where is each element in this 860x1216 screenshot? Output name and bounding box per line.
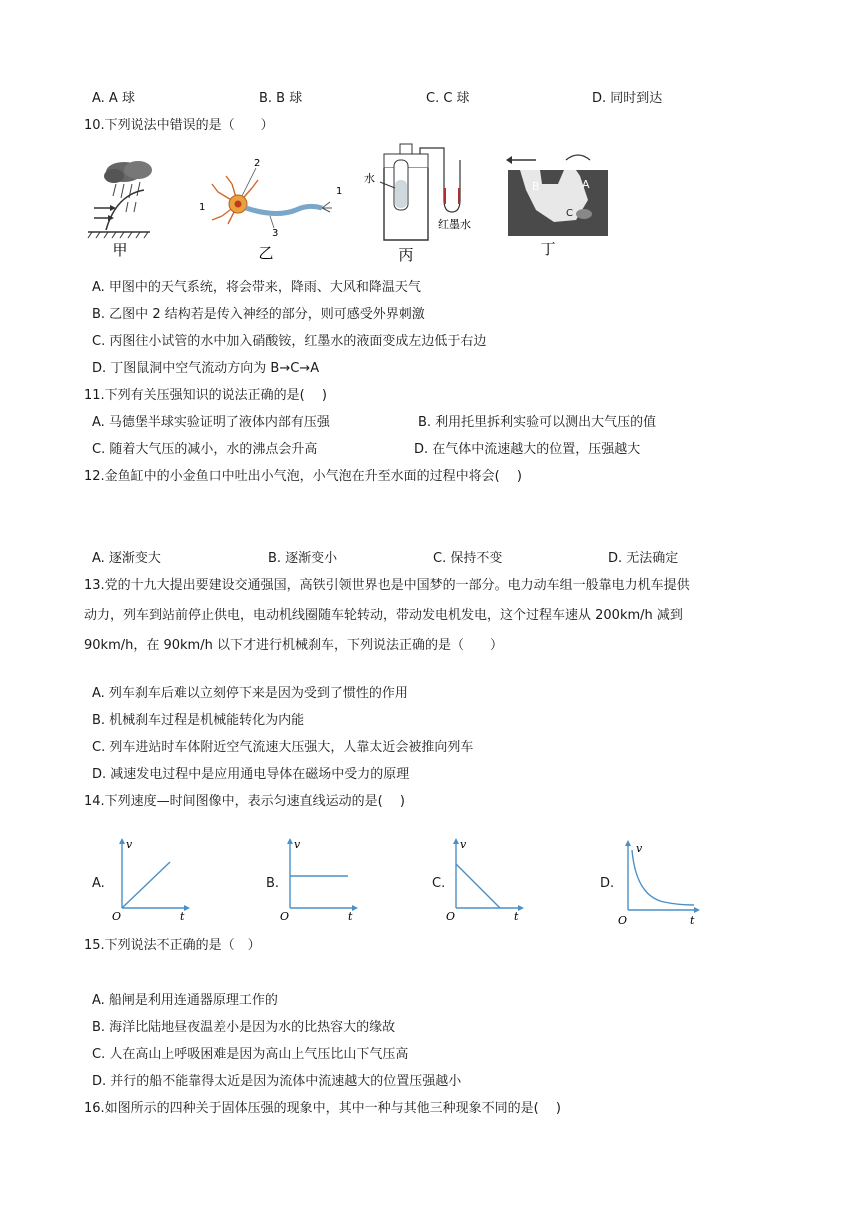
svg-text:水: 水 xyxy=(364,172,375,185)
q11-option-c: C. 随着大气压的减小，水的沸点会升高 xyxy=(92,442,318,457)
svg-text:B: B xyxy=(532,180,540,193)
q10-figure-yi xyxy=(196,152,346,264)
q15-option-b: B. 海洋比陆地昼夜温差小是因为水的比热容大的缘故 xyxy=(92,1020,396,1035)
q9-option-b: B. B 球 xyxy=(259,91,303,106)
q11-option-d: D. 在气体中流速越大的位置，压强越大 xyxy=(414,442,641,457)
q13-stem-line-2: 动力，列车到站前停止供电，电动机线圈随车轮转动，带动发电机发电，这个过程车速从 200km/h 减到 xyxy=(84,608,683,623)
q14-graph-d xyxy=(614,838,710,926)
q12-option-d: D. 无法确定 xyxy=(608,551,679,566)
svg-text:O: O xyxy=(446,910,456,922)
q13-option-d: D. 减速发电过程中是应用通电导体在磁场中受力的原理 xyxy=(92,767,410,782)
svg-text:红墨水: 红墨水 xyxy=(438,218,471,231)
svg-text:v: v xyxy=(294,838,301,851)
svg-text:2: 2 xyxy=(254,158,261,169)
q11-option-b: B. 利用托里拆利实验可以测出大气压的值 xyxy=(418,415,657,430)
q12-stem: 12.金鱼缸中的小金鱼口中吐出小气泡，小气泡在升至水面的过程中将会( ) xyxy=(84,469,522,484)
q14-option-c-label: C. xyxy=(432,876,446,891)
q9-option-a: A. A 球 xyxy=(92,91,135,106)
svg-text:O: O xyxy=(280,910,290,922)
jia-label: 甲 xyxy=(112,241,128,259)
q11-stem: 11.下列有关压强知识的说法正确的是( ) xyxy=(84,388,327,403)
bing-label: 丙 xyxy=(398,246,414,264)
svg-text:t: t xyxy=(690,914,695,926)
svg-text:1: 1 xyxy=(199,202,206,213)
svg-text:3: 3 xyxy=(272,228,279,239)
svg-text:t: t xyxy=(348,910,353,922)
q13-option-a: A. 列车刹车后难以立刻停下来是因为受到了惯性的作用 xyxy=(92,686,408,701)
svg-text:1: 1 xyxy=(336,186,343,197)
q12-option-a: A. 逐渐变大 xyxy=(92,551,161,566)
q13-stem-line-3: 90km/h，在 90km/h 以下才进行机械刹车，下列说法正确的是（ ） xyxy=(84,638,503,653)
q14-option-d-label: D. xyxy=(600,876,615,891)
q10-figure-bing xyxy=(360,140,490,264)
yi-label: 乙 xyxy=(258,244,274,262)
q9-option-d: D. 同时到达 xyxy=(592,91,663,106)
q15-option-a: A. 船闸是利用连通器原理工作的 xyxy=(92,993,278,1008)
ding-label: 丁 xyxy=(540,240,556,258)
q10-figure-ding xyxy=(506,150,616,262)
q12-option-c: C. 保持不变 xyxy=(433,551,503,566)
q13-option-c: C. 列车进站时车体附近空气流速大压强大，人靠太近会被推向列车 xyxy=(92,740,474,755)
q10-option-b: B. 乙图中 2 结构若是传入神经的部分，则可感受外界刺激 xyxy=(92,307,425,322)
q14-graph-b xyxy=(276,836,366,922)
q13-stem-line-1: 13.党的十九大提出要建设交通强国，高铁引领世界也是中国梦的一部分。电力动车组一般靠电力机车提供 xyxy=(84,578,690,593)
q16-stem: 16.如图所示的四种关于固体压强的现象中，其中一种与其他三种现象不同的是( ) xyxy=(84,1101,561,1116)
q15-option-c: C. 人在高山上呼吸困难是因为高山上气压比山下气压高 xyxy=(92,1047,409,1062)
svg-text:t: t xyxy=(180,910,185,922)
svg-text:O: O xyxy=(618,914,628,926)
q14-option-b-label: B. xyxy=(266,876,280,891)
q10-stem: 10.下列说法中错误的是（ ） xyxy=(84,118,274,133)
q12-option-b: B. 逐渐变小 xyxy=(268,551,338,566)
q13-option-b: B. 机械刹车过程是机械能转化为内能 xyxy=(92,713,305,728)
svg-text:t: t xyxy=(514,910,519,922)
svg-text:C: C xyxy=(566,208,573,219)
q10-option-d: D. 丁图鼠洞中空气流动方向为 B→C→A xyxy=(92,361,320,376)
q14-stem: 14.下列速度—时间图像中，表示匀速直线运动的是( ) xyxy=(84,794,405,809)
svg-text:v: v xyxy=(460,838,467,851)
q15-option-d: D. 并行的船不能靠得太近是因为流体中流速越大的位置压强越小 xyxy=(92,1074,462,1089)
svg-text:O: O xyxy=(112,910,122,922)
q15-stem: 15.下列说法不正确的是（ ） xyxy=(84,938,261,953)
q10-figure-jia xyxy=(86,150,166,262)
q10-option-a: A. 甲图中的天气系统，将会带来，降雨、大风和降温天气 xyxy=(92,280,421,295)
svg-text:v: v xyxy=(126,838,133,851)
q9-option-c: C. C 球 xyxy=(426,91,470,106)
q14-graph-a xyxy=(108,836,198,922)
svg-text:A: A xyxy=(582,178,590,191)
q10-option-c: C. 丙图往小试管的水中加入硝酸铵，红墨水的液面变成左边低于右边 xyxy=(92,334,487,349)
svg-text:v: v xyxy=(636,842,643,855)
q14-graph-c xyxy=(442,836,532,922)
q14-option-a-label: A. xyxy=(92,876,105,891)
q11-option-a: A. 马德堡半球实验证明了液体内部有压强 xyxy=(92,415,330,430)
